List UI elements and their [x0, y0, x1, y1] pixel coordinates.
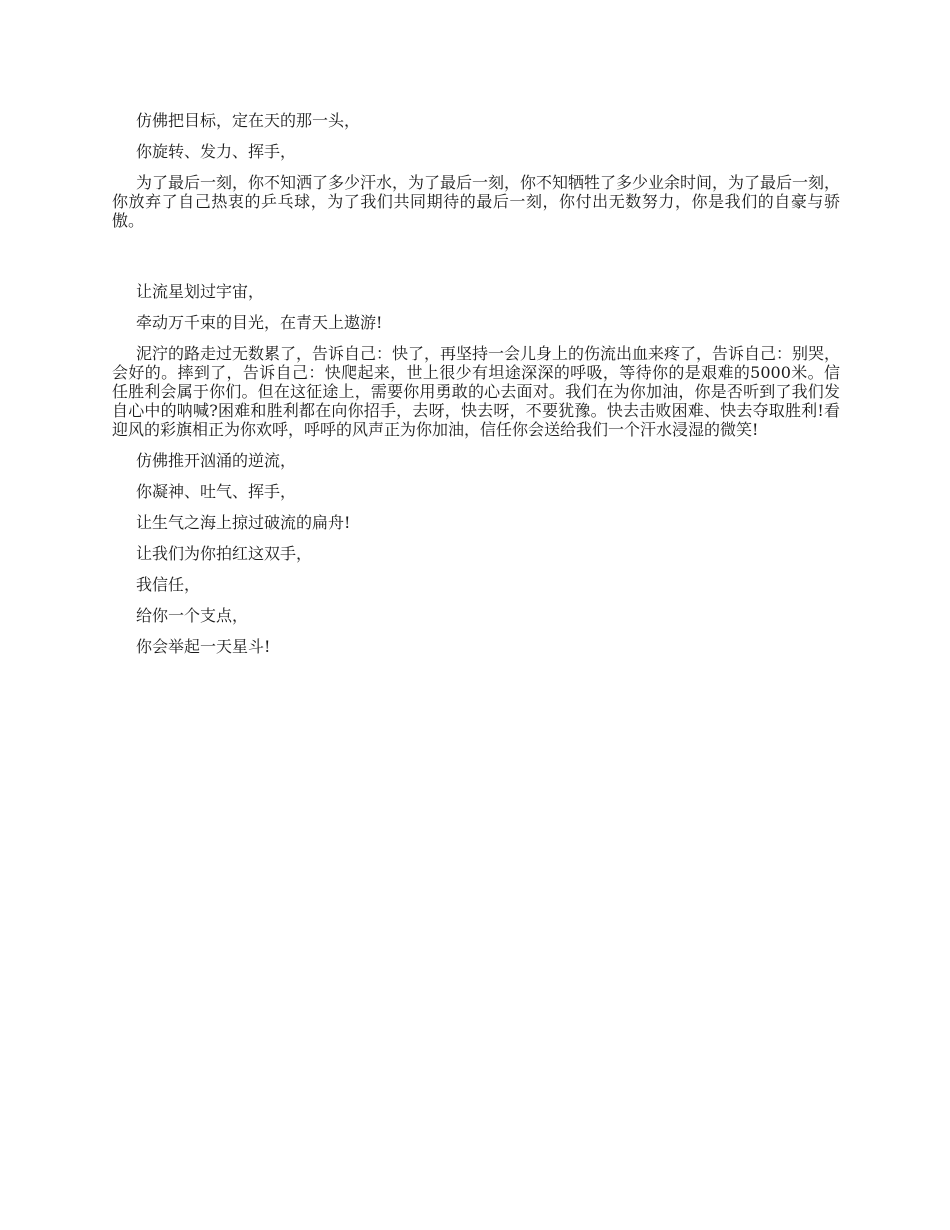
section-gap	[112, 242, 840, 282]
paragraph: 为了最后一刻，你不知洒了多少汗水，为了最后一刻，你不知牺牲了多少业余时间，为了最后一刻，你放弃了自己热衷的乒乓球，为了我们共同期待的最后一刻，你付出无数努力，你是我们的自豪与骄傲。	[112, 173, 841, 230]
paragraph: 你凝神、吐气、挥手，	[136, 482, 297, 501]
paragraph: 给你一个支点，	[136, 606, 249, 625]
paragraph: 仿佛推开汹涌的逆流，	[136, 451, 297, 470]
paragraph: 仿佛把目标，定在天的那一头，	[136, 111, 361, 130]
paragraph: 我信任，	[136, 575, 201, 594]
paragraph: 你会举起一天星斗!	[136, 637, 271, 656]
paragraph: 让我们为你拍红这双手，	[136, 544, 313, 563]
paragraph: 让流星划过宇宙，	[136, 282, 265, 301]
paragraph: 牵动万千束的目光，在青天上遨游!	[136, 313, 383, 332]
paragraph: 泥泞的路走过无数累了，告诉自己：快了，再坚持一会儿身上的伤流出血来疼了，告诉自己：别哭，会好的。摔到了，告诉自己：快爬起来，世上很少有坦途深深的呼吸，等待你的是艰难的5000米。信任胜利会属于你们。但在这征途上，需要你用勇敢的心去面对。我们在为你加油，你是否听到了我们发自心中的呐喊?困难和胜利都在向你招手，去呀，快去呀，不要犹豫。快去击败困难、快去夺取胜利!看迎风的彩旗相正为你欢呼，呼呼的风声正为你加油，信任你会送给我们一个汗水浸湿的微笑!	[112, 344, 841, 439]
paragraph: 让生气之海上掠过破流的扁舟!	[136, 513, 351, 532]
paragraph: 你旋转、发力、挥手，	[136, 142, 297, 161]
document-page	[112, 111, 840, 668]
